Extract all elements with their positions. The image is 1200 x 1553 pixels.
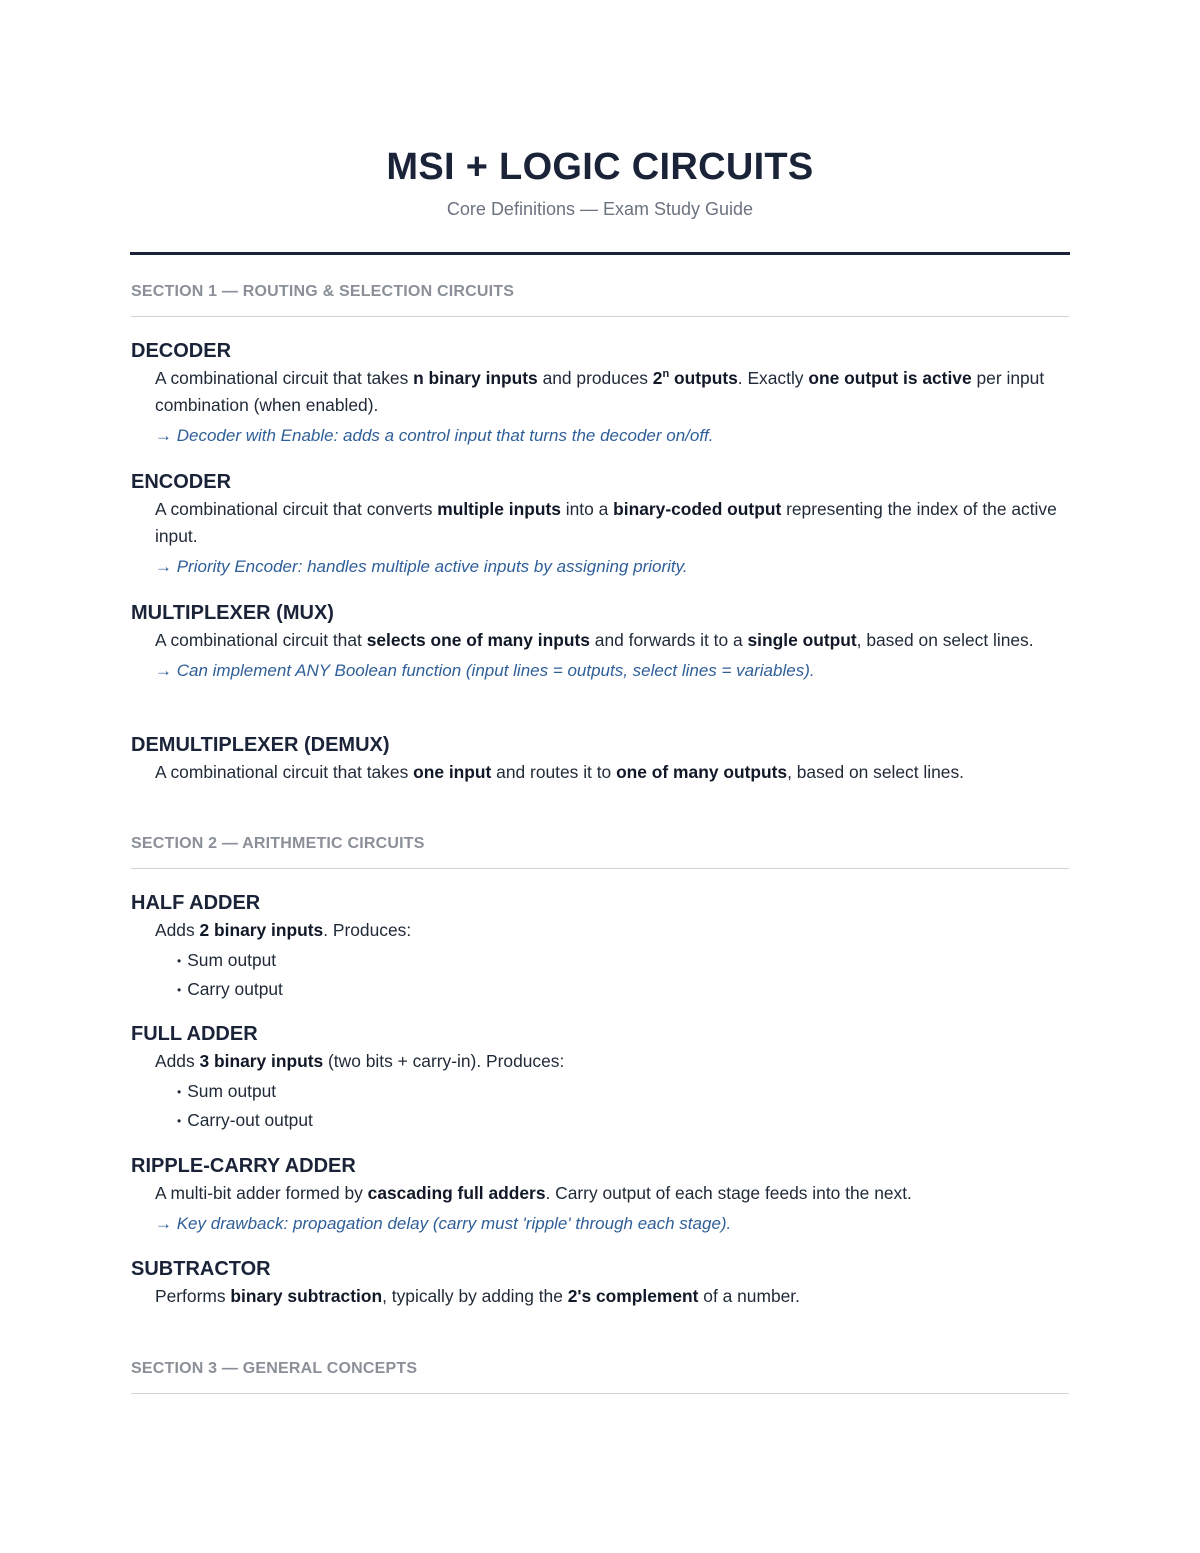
- term-title: DECODER: [131, 340, 232, 362]
- section-2-header: [131, 833, 1069, 869]
- text-span: A combinational circuit that: [155, 630, 367, 650]
- entry-ripple-carry-adder: [131, 1154, 1071, 1236]
- term-title: SUBTRACTOR: [131, 1258, 271, 1280]
- entry-subtractor: [131, 1257, 1071, 1310]
- bold-span: 2 binary inputs: [199, 920, 324, 940]
- term-definition: [155, 759, 1071, 786]
- term-title: RIPPLE-CARRY ADDER: [131, 1155, 356, 1177]
- text-span: Performs: [155, 1286, 231, 1306]
- bold-span: single output: [747, 630, 857, 650]
- bold-span: [653, 368, 669, 388]
- bold-span: n binary inputs: [413, 368, 538, 388]
- entry-half-adder: [131, 891, 1071, 1005]
- text-span: A multi-bit adder formed by: [155, 1183, 368, 1203]
- text-span: into a: [560, 499, 614, 519]
- text-span: and produces: [537, 368, 653, 388]
- text-span: A combinational circuit that takes: [155, 762, 414, 782]
- entry-encoder: [131, 470, 1071, 579]
- text-span: representing the index of the active input.: [155, 499, 1057, 546]
- section-title: SECTION 3 — GENERAL CONCEPTS: [131, 1360, 418, 1377]
- bold-span: 2's complement: [567, 1286, 699, 1306]
- text-span: A combinational circuit that takes: [155, 368, 414, 388]
- text-span: , based on select lines.: [787, 762, 964, 782]
- term-definition: [155, 1048, 1071, 1075]
- page-subtitle: Core Definitions — Exam Study Guide: [446, 199, 754, 219]
- list-item: • Carry output: [177, 976, 1071, 1005]
- bold-base: 2: [652, 368, 663, 388]
- bold-span: cascading full adders: [367, 1183, 546, 1203]
- list-item: • Sum output: [177, 947, 1071, 976]
- section-1-header: [131, 281, 1069, 317]
- bold-span: outputs: [669, 368, 738, 388]
- bold-span: binary subtraction: [230, 1286, 383, 1306]
- bold-span: one input: [413, 762, 492, 782]
- text-span: (two bits + carry-in). Produces:: [323, 1051, 565, 1071]
- bold-span: selects one of many inputs: [366, 630, 590, 650]
- section-divider: [131, 868, 1069, 869]
- bullet-list: [177, 947, 1071, 1005]
- term-title: MULTIPLEXER (MUX): [131, 602, 334, 624]
- term-title: DEMULTIPLEXER (DEMUX): [131, 734, 390, 756]
- page-header: [0, 146, 1200, 220]
- text-span: . Produces:: [323, 920, 412, 940]
- page-title: MSI + LOGIC CIRCUITS: [386, 146, 814, 188]
- entry-full-adder: [131, 1022, 1071, 1136]
- list-item: • Sum output: [177, 1078, 1071, 1107]
- term-definition: [155, 917, 1071, 944]
- text-span: per input combination (when enabled).: [155, 368, 1045, 415]
- list-item: • Carry-out output: [177, 1107, 1071, 1136]
- bold-span: binary-coded output: [613, 499, 782, 519]
- entry-multiplexer: [131, 601, 1071, 683]
- term-title: ENCODER: [131, 471, 232, 493]
- entry-decoder: [131, 339, 1071, 448]
- term-definition: [155, 1180, 1071, 1207]
- text-span: and forwards it to a: [589, 630, 748, 650]
- bold-span: one output is active: [808, 368, 972, 388]
- term-definition: [155, 365, 1071, 419]
- section-divider: [131, 316, 1069, 317]
- term-note: → Can implement ANY Boolean function (input lines = outputs, select lines = variables).: [155, 661, 815, 680]
- term-title: FULL ADDER: [131, 1023, 258, 1045]
- bold-span: 3 binary inputs: [199, 1051, 324, 1071]
- text-span: , typically by adding the: [382, 1286, 568, 1306]
- entry-demultiplexer: [131, 733, 1071, 786]
- text-span: and routes it to: [491, 762, 617, 782]
- term-definition: [155, 1283, 1071, 1310]
- term-definition: [155, 496, 1071, 550]
- text-span: of a number.: [698, 1286, 800, 1306]
- term-note: → Decoder with Enable: adds a control input that turns the decoder on/off.: [155, 426, 714, 445]
- text-span: Adds: [155, 920, 200, 940]
- bold-span: one of many outputs: [616, 762, 788, 782]
- section-3-header: [131, 1358, 1069, 1394]
- text-span: , based on select lines.: [856, 630, 1034, 650]
- text-span: . Exactly: [737, 368, 809, 388]
- title-divider: [130, 252, 1070, 255]
- section-title: SECTION 1 — ROUTING & SELECTION CIRCUITS: [131, 283, 515, 300]
- term-note: → Key drawback: propagation delay (carry must 'ripple' through each stage).: [155, 1214, 732, 1233]
- term-note: → Priority Encoder: handles multiple active inputs by assigning priority.: [155, 557, 688, 576]
- bold-span: multiple inputs: [437, 499, 561, 519]
- term-title: HALF ADDER: [131, 892, 261, 914]
- superscript: n: [662, 368, 670, 381]
- section-divider: [131, 1393, 1069, 1394]
- bullet-list: [177, 1078, 1071, 1136]
- term-definition: [155, 627, 1071, 654]
- text-span: Adds: [155, 1051, 200, 1071]
- text-span: A combinational circuit that converts: [155, 499, 438, 519]
- text-span: . Carry output of each stage feeds into the next.: [545, 1183, 912, 1203]
- section-title: SECTION 2 — ARITHMETIC CIRCUITS: [131, 835, 425, 852]
